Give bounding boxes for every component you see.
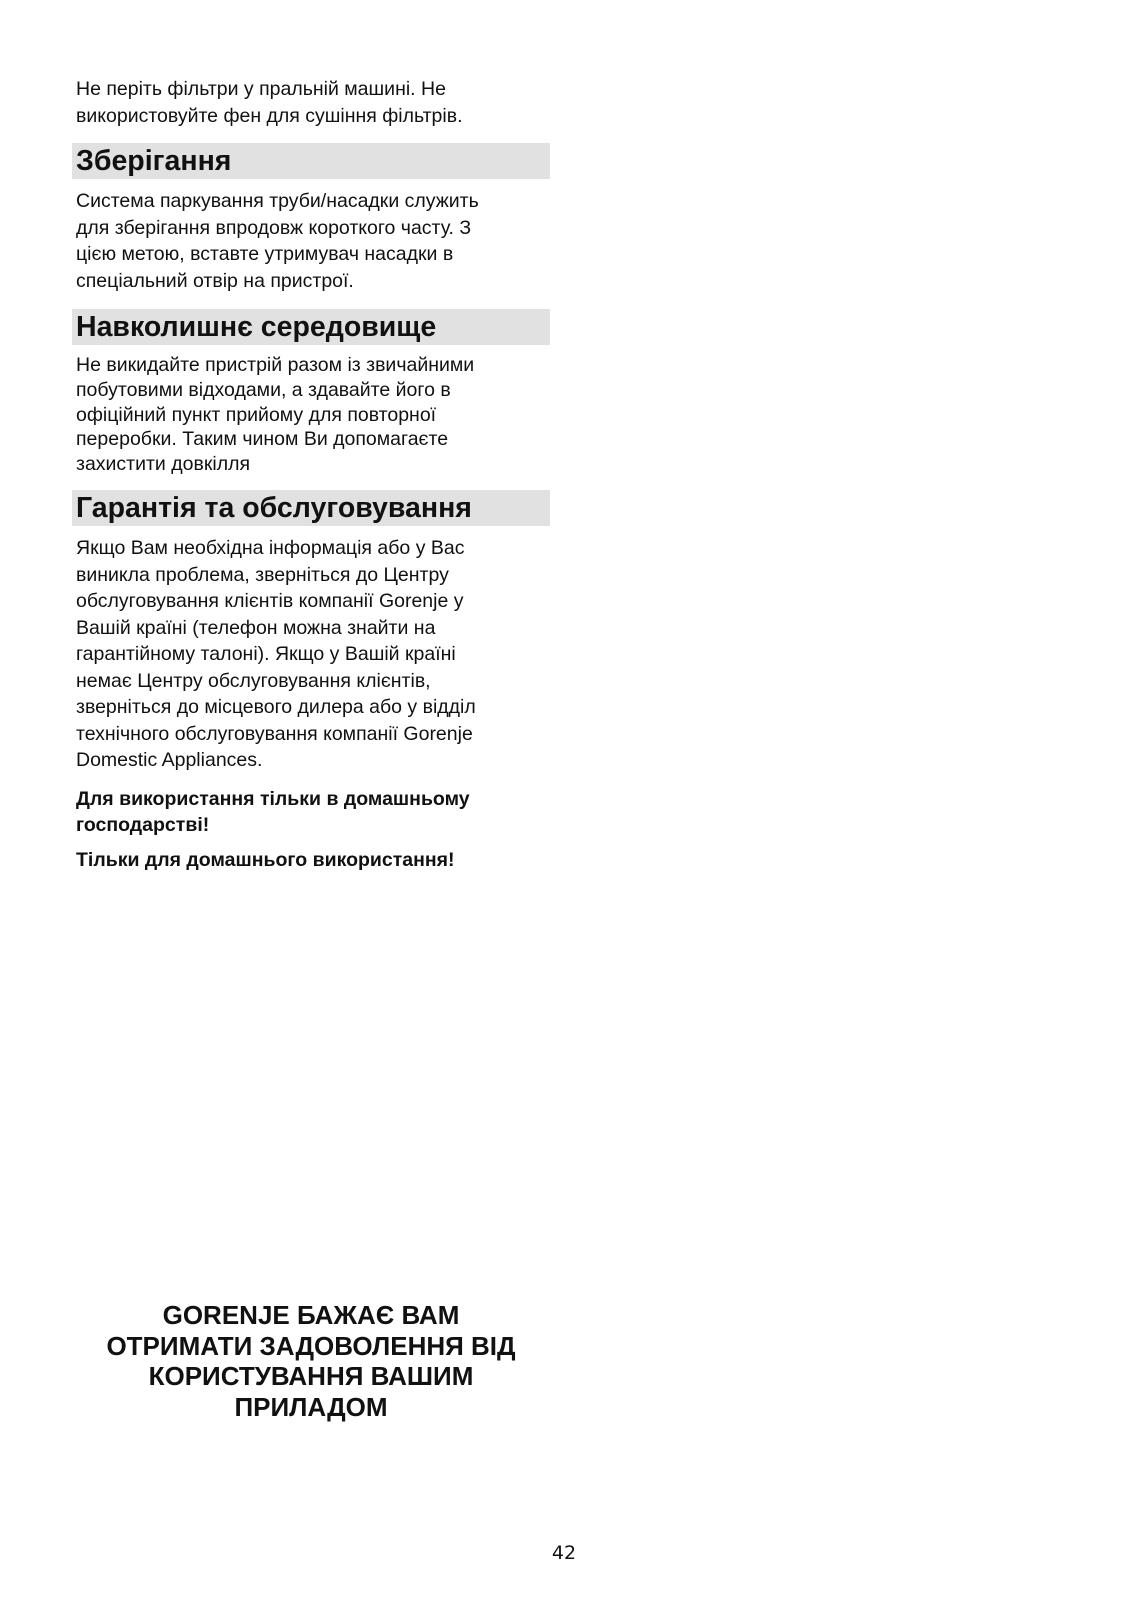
text-line: Система паркування труби/насадки служить: [76, 190, 479, 212]
text-line: захистити довкілля: [76, 453, 251, 476]
section-heading-environment: Навколишнє середовище: [72, 309, 550, 345]
text-line: Вашій країні (телефон можна знайти на: [76, 616, 436, 639]
storage-paragraph: [76, 188, 546, 294]
text-line: побутовими відходами, а здавайте його в: [76, 378, 451, 401]
text-line: Domestic Appliances.: [76, 749, 263, 771]
text-line: цією метою, вставте утримувач насадки в: [76, 243, 454, 265]
text-line: переробки. Таким чином Ви допомагаєте: [76, 428, 449, 451]
text-line: Не періть фільтри у пральній машині. Не: [76, 78, 446, 100]
text-line: немає Центру обслуговування клієнтів,: [76, 669, 431, 692]
text-line: зверніться до місцевого дилера або у відділ: [76, 696, 476, 718]
environment-paragraph: [76, 353, 546, 477]
text-line: господарстві!: [76, 814, 210, 836]
text-line: використовуйте фен для сушіння фільтрів.: [76, 104, 463, 127]
text-line: виникла проблема, зверніться до Центру: [76, 563, 449, 586]
household-use-note: [76, 786, 546, 838]
text-line: офіційний пункт прийому для повторної: [76, 403, 437, 426]
text-line: гарантійному талоні). Якщо у Вашій країні: [76, 643, 456, 665]
filter-care-paragraph: [76, 76, 546, 129]
slogan-line: ПРИЛАДОМ: [234, 1391, 388, 1422]
text-line: Якщо Вам необхідна інформація або у Вас: [76, 537, 465, 559]
text-line: обслуговування клієнтів компанії Gorenje у: [76, 590, 464, 612]
section-heading-storage: Зберігання: [72, 143, 550, 179]
text-line: технічного обслуговування компанії Gorenje: [76, 722, 473, 745]
home-use-note: Тільки для домашнього використання!: [76, 849, 455, 871]
text-line: для зберігання впродовж короткого часту. З: [76, 216, 472, 239]
section-heading-warranty: Гарантія та обслуговування: [72, 490, 550, 526]
closing-slogan: [72, 1300, 550, 1422]
text-line: спеціальний отвір на пристрої.: [76, 269, 354, 292]
warranty-paragraph: [76, 535, 546, 774]
slogan-line: ОТРИМАТИ ЗАДОВОЛЕННЯ ВІД: [106, 1330, 516, 1361]
text-line: Не викидайте пристрій разом із звичайними: [76, 354, 475, 376]
slogan-line: КОРИСТУВАННЯ ВАШИМ: [148, 1361, 474, 1391]
text-line: Для використання тільки в домашньому: [76, 788, 470, 810]
slogan-line: GORENJE БАЖАЄ ВАМ: [162, 1300, 460, 1330]
page-number: 42: [551, 1542, 577, 1564]
